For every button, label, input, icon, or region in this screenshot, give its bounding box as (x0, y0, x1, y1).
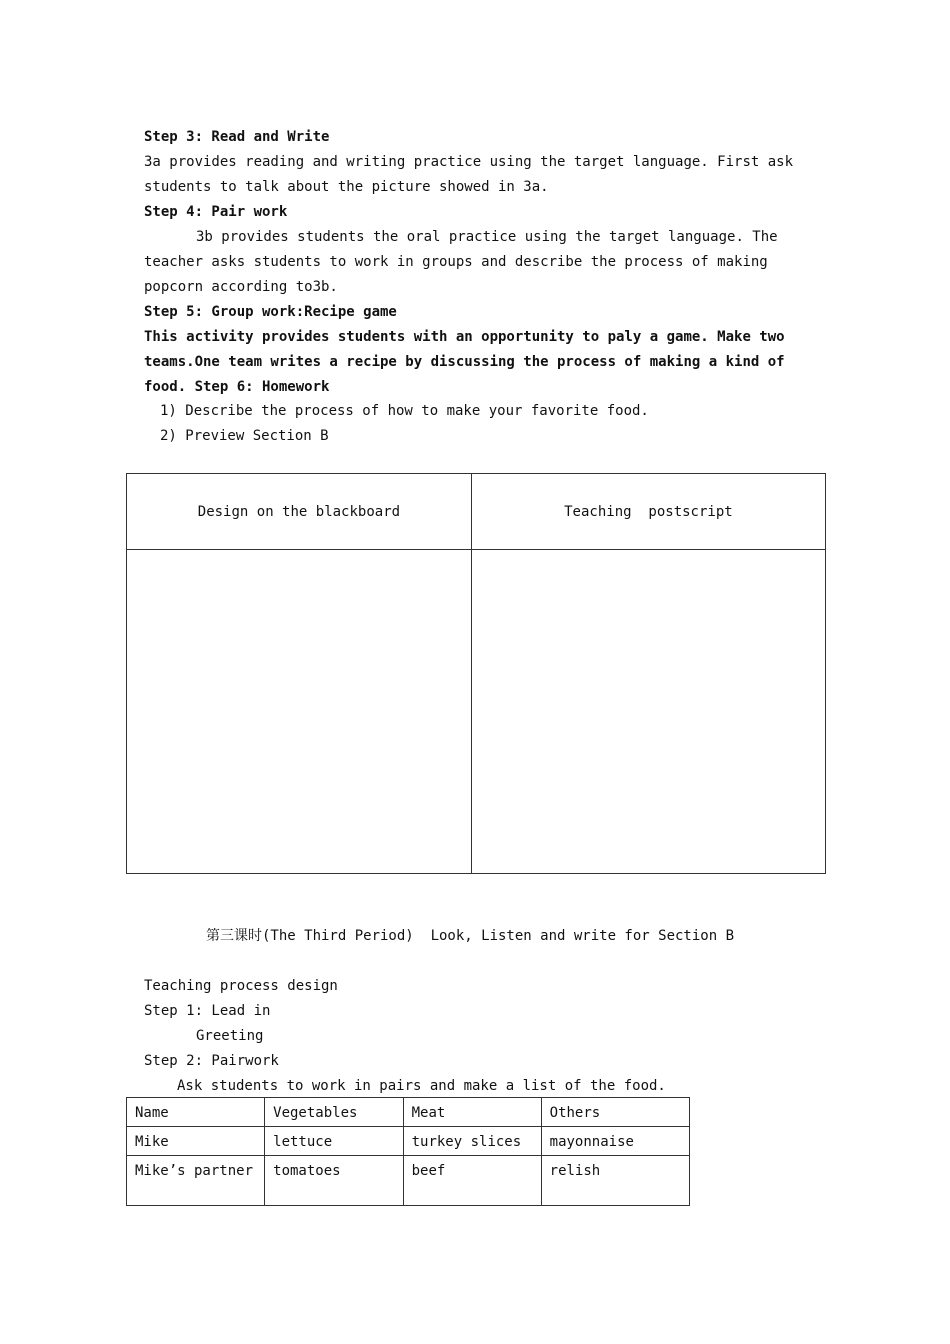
step3-text-line1: 3a provides reading and writing practice using the target language. First ask (144, 154, 794, 170)
step4-text-line2: teacher asks students to work in groups and describe the process of making (144, 254, 768, 270)
design-on-blackboard-cell (127, 550, 472, 874)
table-row (127, 1127, 690, 1156)
step4-heading: Step 4: Pair work (144, 204, 288, 220)
homework-item-2: 2) Preview Section B (160, 428, 329, 444)
table-cell: Mike (127, 1127, 265, 1156)
table-cell: beef (403, 1156, 541, 1206)
table-header-cell: Others (541, 1098, 689, 1127)
step5-text-line3: food. Step 6: Homework (144, 379, 330, 395)
step1-text: Greeting (196, 1028, 264, 1044)
table-row (127, 1156, 690, 1206)
table-cell: relish (541, 1156, 689, 1206)
table-cell: turkey slices (403, 1127, 541, 1156)
design-on-blackboard-header: Design on the blackboard (127, 474, 472, 550)
table-cell: lettuce (265, 1127, 403, 1156)
table-cell: mayonnaise (541, 1127, 689, 1156)
step2-text: Ask students to work in pairs and make a list of the food. (177, 1078, 666, 1094)
table-header-cell: Meat (403, 1098, 541, 1127)
period-title: 第三课时(The Third Period) Look, Listen and write for Section B (206, 928, 735, 944)
teaching-postscript-cell (471, 550, 825, 874)
step4-text-line1: 3b provides students the oral practice using the target language. The (196, 229, 778, 245)
table-header-cell: Name (127, 1098, 265, 1127)
step4-text-line3: popcorn according to3b. (144, 279, 338, 295)
step3-heading: Step 3: Read and Write (144, 129, 330, 145)
food-list-table (126, 1097, 690, 1206)
step1-heading: Step 1: Lead in (144, 1003, 271, 1019)
table-cell: Mike’s partner (127, 1156, 265, 1206)
teaching-process-heading: Teaching process design (144, 978, 338, 994)
step3-text-line2: students to talk about the picture showed in 3a. (144, 179, 549, 195)
homework-item-1: 1) Describe the process of how to make your favorite food. (160, 403, 649, 419)
blackboard-table (126, 473, 826, 874)
step5-text-line1: This activity provides students with an opportunity to paly a game. Make two (144, 329, 785, 345)
table-cell: tomatoes (265, 1156, 403, 1206)
step2-heading: Step 2: Pairwork (144, 1053, 279, 1069)
teaching-postscript-header: Teaching postscript (471, 474, 825, 550)
step5-text-line2: teams.One team writes a recipe by discussing the process of making a kind of (144, 354, 785, 370)
step5-heading: Step 5: Group work:Recipe game (144, 304, 397, 320)
table-header-cell: Vegetables (265, 1098, 403, 1127)
